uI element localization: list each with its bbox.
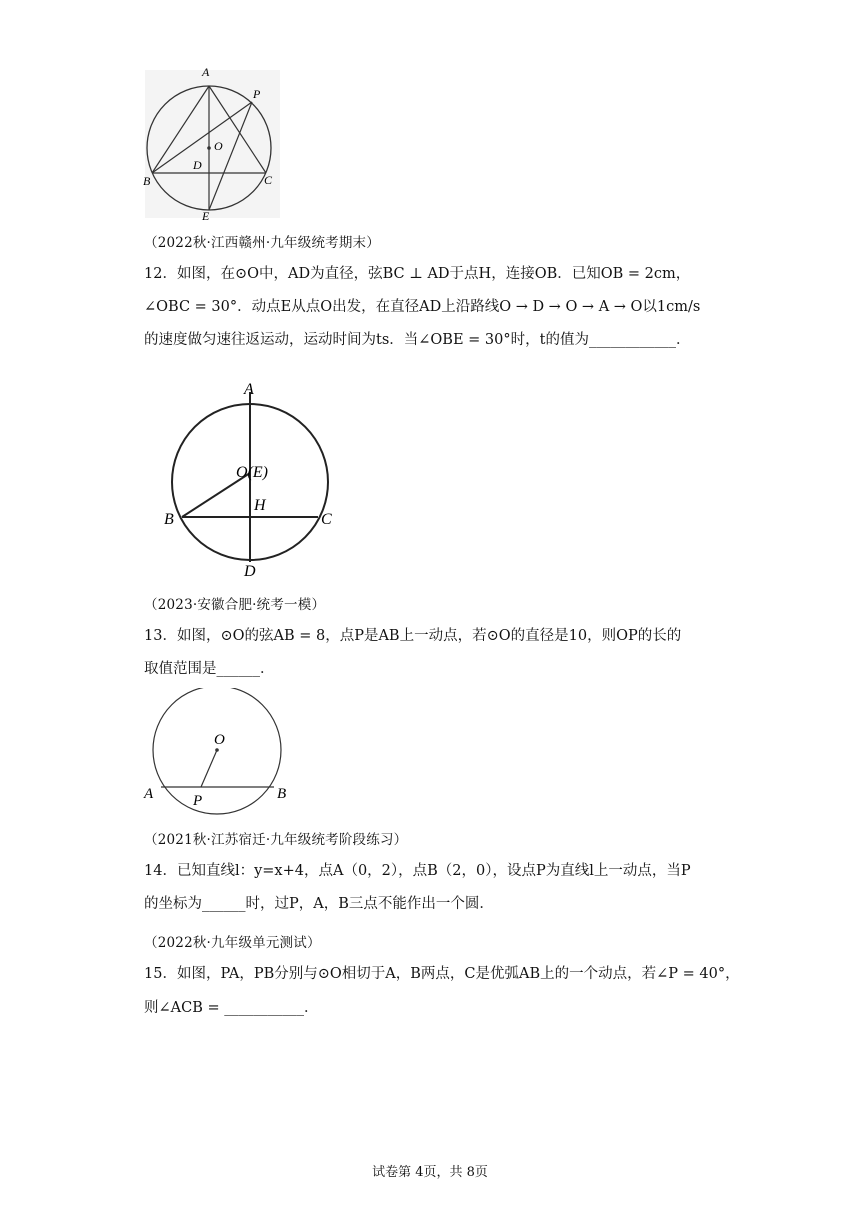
segment-op	[201, 750, 217, 787]
label-o: O	[214, 139, 223, 153]
label-o: O	[214, 732, 225, 748]
label-b: B	[143, 174, 151, 188]
center-point	[215, 748, 219, 752]
label-e: E	[202, 209, 210, 223]
label-b: B	[164, 511, 174, 528]
page-footer: 试卷第 4页，共 8页	[372, 1165, 488, 1180]
q12-line3: 的速度做匀速往返运动，运动时间为ts．当∠OBE = 30°时，t的值为____________．	[144, 332, 691, 348]
source-q15: （2022秋·九年级单元测试）	[144, 935, 321, 951]
label-a: A	[144, 786, 154, 802]
q15-line2: 则∠ACB = ___________．	[144, 1000, 319, 1016]
label-oe: O(E)	[236, 464, 268, 481]
label-a: A	[244, 381, 254, 398]
q15-line1: 15．如图，PA，PB分别与⊙O相切于A，B两点，C是优弧AB上的一个动点，若∠P = 40°，	[144, 966, 740, 982]
q14-line2: 的坐标为______时，过P，A，B三点不能作出一个圆．	[144, 896, 494, 912]
label-p: P	[193, 793, 203, 809]
label-c: C	[264, 173, 273, 187]
label-d: D	[193, 158, 202, 172]
q12-line2: ∠OBC = 30°．动点E从点O出发，在直径AD上沿路线O → D → O → A → O以1cm/s	[144, 299, 701, 315]
figure-q13	[138, 688, 298, 820]
source-q14: （2021秋·江苏宿迁·九年级统考阶段练习）	[144, 832, 408, 848]
q14-line1: 14．已知直线l：y=x+4，点A（0，2），点B（2，0），设点P为直线l上一动点，当P	[144, 863, 691, 879]
label-d: D	[244, 563, 256, 580]
source-q12: （2022秋·江西赣州·九年级统考期末）	[144, 235, 380, 251]
label-p: P	[253, 87, 261, 101]
figure-q12	[158, 372, 348, 582]
q13-line2: 取值范围是______．	[144, 661, 275, 677]
source-q13: （2023·安徽合肥·统考一模）	[144, 597, 326, 613]
q12-line1: 12．如图，在⊙O中，AD为直径，弦BC ⊥ AD于点H，连接OB．已知OB = 2cm，	[144, 266, 691, 282]
label-b: B	[277, 786, 287, 802]
label-a: A	[202, 65, 210, 79]
q13-line1: 13．如图，⊙O的弦AB = 8，点P是AB上一动点，若⊙O的直径是10，则OP的长的	[144, 628, 682, 644]
center-point	[207, 146, 211, 150]
label-h: H	[254, 497, 266, 514]
figure-q11	[140, 62, 290, 224]
label-c: C	[321, 511, 332, 528]
